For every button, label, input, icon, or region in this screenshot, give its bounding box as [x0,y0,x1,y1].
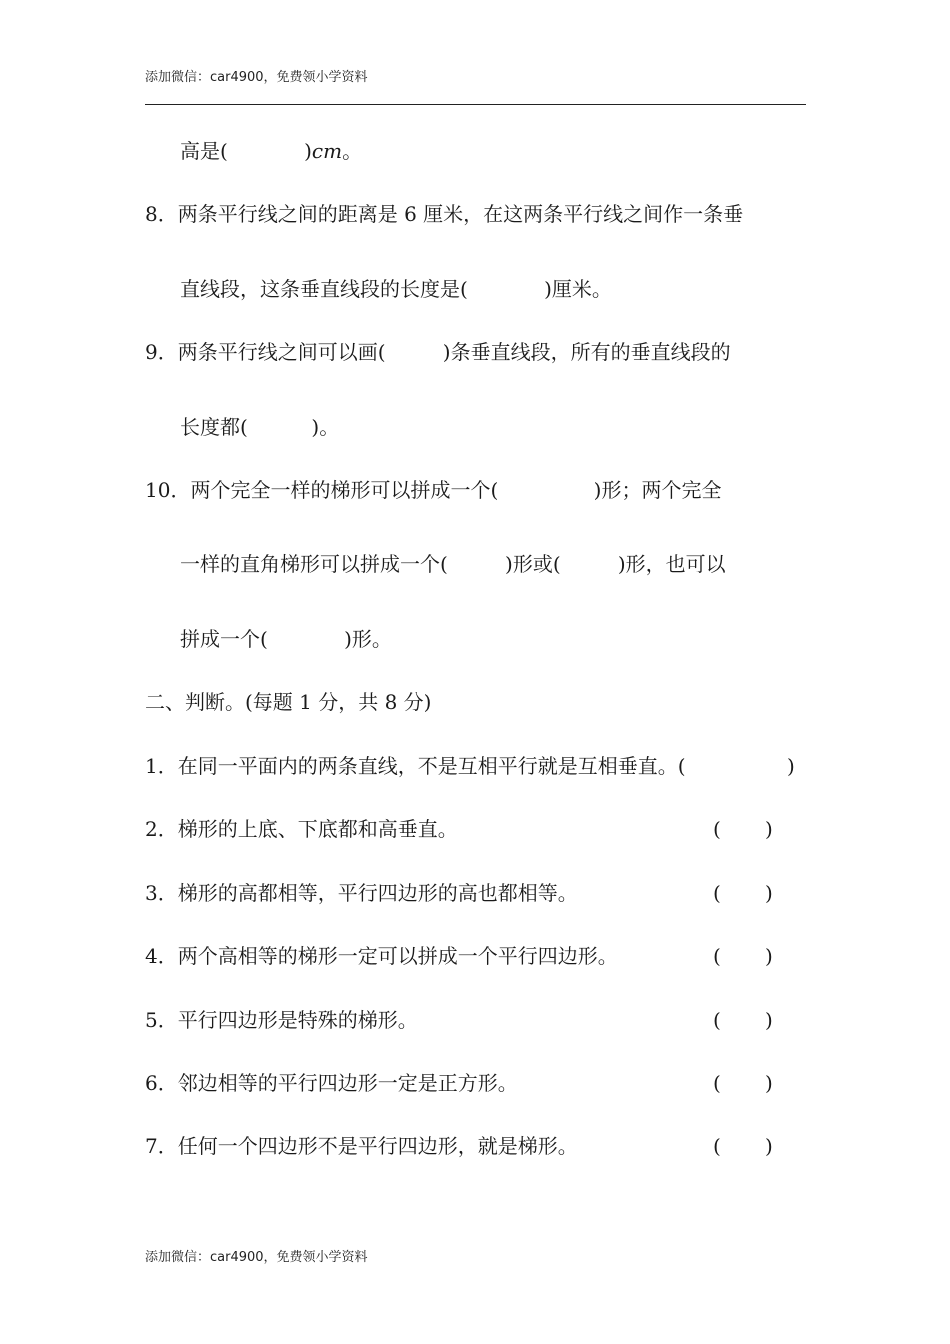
q10-blank4[interactable] [268,627,344,651]
q7-blank[interactable] [228,139,304,163]
header-watermark: 添加微信：car4900，免费领小学资料 [145,70,368,85]
q10-line2-b: )形或( [505,552,561,576]
judge-7-answer[interactable] [713,1133,783,1159]
q7-continuation [180,138,362,164]
header-divider [145,104,806,105]
footer-watermark: 添加微信：car4900，免费领小学资料 [145,1250,368,1265]
judge-3-close: ) [765,881,773,905]
q10-blank1[interactable] [498,478,593,502]
judge-4-answer[interactable] [713,943,783,969]
judge-5-close: ) [765,1008,773,1032]
judge-3-text: 梯形的高都相等，平行四边形的高也都相等。 [177,881,578,905]
q10-line1 [145,477,721,503]
q8-line1 [145,201,743,227]
judge-2-answer[interactable] [713,816,783,842]
q10-line3 [180,626,392,652]
q10-blank3[interactable] [561,552,618,576]
section2-title: 二、判断。(每题 1 分，共 8 分) [145,690,432,714]
judge-7-close: ) [765,1134,773,1158]
q10-text-after: )形；两个完全 [593,478,722,502]
q9-blank2[interactable] [248,415,312,439]
judge-5-number: 5． [145,1008,178,1032]
judge-1-text: 在同一平面内的两条直线，不是互相平行就是互相垂直。( [177,754,686,778]
q8-number: 8． [145,202,178,226]
q10-line2-a: 一样的直角梯形可以拼成一个( [180,552,448,576]
judge-1-answer-close[interactable]: ) [787,754,795,778]
q8-line2 [180,276,612,302]
q10-number: 10． [145,478,191,502]
q8-text-line1: 两条平行线之间的距离是 6 厘米，在这两条平行线之间作一条垂 [177,202,744,226]
q10-line2 [180,551,726,577]
judge-6-answer[interactable] [713,1070,783,1096]
judge-4-text: 两个高相等的梯形一定可以拼成一个平行四边形。 [177,944,618,968]
judge-2-number: 2． [145,817,178,841]
q10-line3-after: )形。 [344,627,392,651]
judge-3-open: ( [713,881,721,905]
q9-text-before: 两条平行线之间可以画( [177,340,386,364]
judge-2-close: ) [765,817,773,841]
judge-2-open: ( [713,817,721,841]
q9-line2-after: )。 [311,415,340,439]
judge-3-answer[interactable] [713,880,783,906]
q9-line2-before: 长度都( [180,415,248,439]
judge-item-1 [145,753,686,779]
judge-4-number: 4． [145,944,178,968]
q9-blank1[interactable] [386,340,443,364]
q7-unit: cm [311,139,343,163]
judge-6-number: 6． [145,1071,178,1095]
judge-4-close: ) [765,944,773,968]
judge-6-open: ( [713,1071,721,1095]
q8-text-before: 直线段，这条垂直线段的长度是( [180,277,468,301]
q10-line3-before: 拼成一个( [180,627,268,651]
judge-7-open: ( [713,1134,721,1158]
judge-6-close: ) [765,1071,773,1095]
judge-item-6 [145,1070,518,1096]
judge-item-4 [145,943,618,969]
q10-text-before: 两个完全一样的梯形可以拼成一个( [190,478,499,502]
judge-3-number: 3． [145,881,178,905]
judge-4-open: ( [713,944,721,968]
judge-5-text: 平行四边形是特殊的梯形。 [177,1008,418,1032]
judge-1-number: 1． [145,754,178,778]
judge-7-text: 任何一个四边形不是平行四边形，就是梯形。 [177,1134,578,1158]
q9-number: 9． [145,340,178,364]
judge-7-number: 7． [145,1134,178,1158]
q7-end: 。 [342,139,363,163]
q10-line2-c: )形，也可以 [617,552,726,576]
q9-line1 [145,339,731,365]
judge-5-open: ( [713,1008,721,1032]
q8-blank[interactable] [468,277,544,301]
judge-item-2 [145,816,458,842]
judge-item-3 [145,880,578,906]
q8-text-after: )厘米。 [544,277,612,301]
judge-5-answer[interactable] [713,1007,783,1033]
judge-2-text: 梯形的上底、下底都和高垂直。 [177,817,458,841]
q10-blank2[interactable] [448,552,505,576]
judge-item-7 [145,1133,578,1159]
q9-line2 [180,414,339,440]
q7-text-before: 高是( [180,139,228,163]
judge-6-text: 邻边相等的平行四边形一定是正方形。 [177,1071,518,1095]
q7-close-paren: ) [304,139,312,163]
q9-text-after: )条垂直线段，所有的垂直线段的 [442,340,731,364]
judge-item-5 [145,1007,418,1033]
